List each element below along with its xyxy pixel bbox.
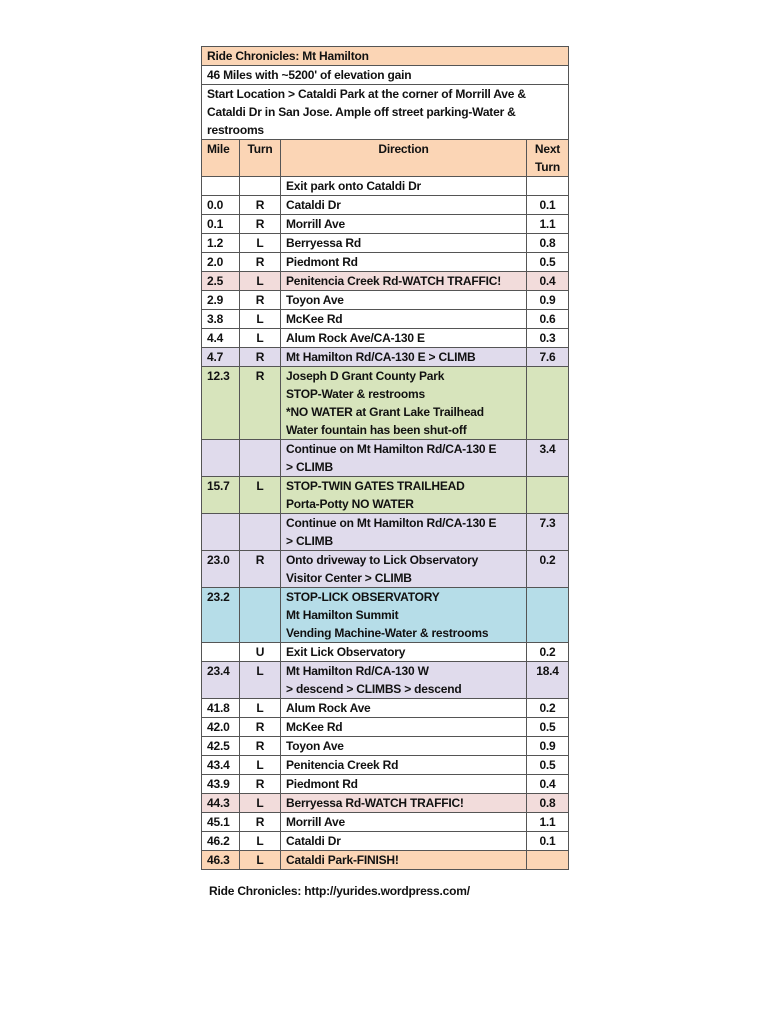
direction-line: Toyon Ave — [286, 739, 344, 753]
route-title: Ride Chronicles: Mt Hamilton — [202, 47, 569, 66]
direction-line: Piedmont Rd — [286, 777, 358, 791]
cell-mile — [202, 440, 240, 477]
cell-next-turn: 0.1 — [527, 832, 569, 851]
cell-next-turn: 0.8 — [527, 234, 569, 253]
cue-table — [201, 46, 569, 870]
table-row — [202, 794, 569, 813]
cell-direction — [281, 367, 527, 440]
direction-line: Piedmont Rd — [286, 255, 358, 269]
table-row — [202, 291, 569, 310]
direction-line: Penitencia Creek Rd — [286, 758, 399, 772]
cell-turn — [240, 514, 281, 551]
cell-mile: 23.2 — [202, 588, 240, 643]
direction-line: Mt Hamilton Rd/CA-130 W — [286, 664, 429, 678]
direction-line: STOP-TWIN GATES TRAILHEAD — [286, 479, 465, 493]
cell-direction — [281, 291, 527, 310]
cell-mile: 46.3 — [202, 851, 240, 870]
cell-mile — [202, 643, 240, 662]
direction-line: Morrill Ave — [286, 815, 345, 829]
cell-turn: R — [240, 253, 281, 272]
cell-direction — [281, 310, 527, 329]
cell-direction — [281, 348, 527, 367]
direction-line: Water fountain has been shut-off — [286, 423, 467, 437]
direction-line: Cataldi Dr — [286, 198, 341, 212]
cell-next-turn: 1.1 — [527, 215, 569, 234]
route-distance: 46 Miles with ~5200' of elevation gain — [202, 66, 569, 85]
cell-turn: R — [240, 291, 281, 310]
table-row — [202, 196, 569, 215]
cell-next-turn: 0.1 — [527, 196, 569, 215]
cell-direction — [281, 234, 527, 253]
cell-next-turn: 0.4 — [527, 775, 569, 794]
cell-mile: 43.9 — [202, 775, 240, 794]
cell-direction — [281, 775, 527, 794]
table-row — [202, 367, 569, 440]
direction-line: Visitor Center > CLIMB — [286, 571, 412, 585]
cell-mile: 2.9 — [202, 291, 240, 310]
cell-next-turn: 0.9 — [527, 737, 569, 756]
cell-next-turn: 0.2 — [527, 699, 569, 718]
table-row — [202, 662, 569, 699]
cell-mile: 42.5 — [202, 737, 240, 756]
cell-mile: 4.7 — [202, 348, 240, 367]
cell-next-turn: 18.4 — [527, 662, 569, 699]
table-row — [202, 310, 569, 329]
direction-line: Morrill Ave — [286, 217, 345, 231]
table-row — [202, 699, 569, 718]
cell-turn: L — [240, 851, 281, 870]
cell-turn: L — [240, 794, 281, 813]
cell-next-turn: 0.5 — [527, 756, 569, 775]
cell-turn: L — [240, 234, 281, 253]
cell-next-turn — [527, 477, 569, 514]
cell-next-turn: 3.4 — [527, 440, 569, 477]
cell-turn: R — [240, 775, 281, 794]
table-row — [202, 329, 569, 348]
cell-turn: L — [240, 310, 281, 329]
table-row — [202, 177, 569, 196]
cell-direction — [281, 662, 527, 699]
table-row — [202, 272, 569, 291]
header-row — [202, 140, 569, 177]
table-row — [202, 514, 569, 551]
cell-direction — [281, 756, 527, 775]
direction-line: Alum Rock Ave/CA-130 E — [286, 331, 425, 345]
cell-direction — [281, 588, 527, 643]
direction-line: Exit park onto Cataldi Dr — [286, 179, 422, 193]
cell-direction — [281, 440, 527, 477]
table-row — [202, 348, 569, 367]
cell-turn: L — [240, 477, 281, 514]
cell-turn: R — [240, 215, 281, 234]
cell-direction — [281, 832, 527, 851]
start-location: Start Location > Cataldi Park at the corner of Morrill Ave & Cataldi Dr in San Jose. Ample off street parking-Water & restrooms — [202, 85, 569, 140]
table-row — [202, 551, 569, 588]
direction-line: Penitencia Creek Rd-WATCH TRAFFIC! — [286, 274, 501, 288]
cell-turn: L — [240, 699, 281, 718]
cell-mile: 3.8 — [202, 310, 240, 329]
header-next-turn: Next Turn — [527, 140, 569, 177]
table-row — [202, 643, 569, 662]
cell-next-turn: 0.4 — [527, 272, 569, 291]
cell-next-turn: 1.1 — [527, 813, 569, 832]
cell-mile — [202, 514, 240, 551]
direction-line: Berryessa Rd — [286, 236, 361, 250]
table-row — [202, 832, 569, 851]
cell-turn: R — [240, 813, 281, 832]
direction-line: Continue on Mt Hamilton Rd/CA-130 E — [286, 516, 497, 530]
cell-mile: 1.2 — [202, 234, 240, 253]
cell-mile: 2.5 — [202, 272, 240, 291]
cell-mile: 0.0 — [202, 196, 240, 215]
direction-line: STOP-Water & restrooms — [286, 387, 425, 401]
direction-line: > descend > CLIMBS > descend — [286, 682, 462, 696]
direction-line: Toyon Ave — [286, 293, 344, 307]
cell-next-turn — [527, 367, 569, 440]
header-direction: Direction — [281, 140, 527, 177]
table-row — [202, 851, 569, 870]
cell-direction — [281, 737, 527, 756]
direction-line: Vending Machine-Water & restrooms — [286, 626, 489, 640]
direction-line: Continue on Mt Hamilton Rd/CA-130 E — [286, 442, 497, 456]
direction-line: McKee Rd — [286, 312, 343, 326]
cell-mile: 4.4 — [202, 329, 240, 348]
cell-next-turn: 0.9 — [527, 291, 569, 310]
cell-mile: 12.3 — [202, 367, 240, 440]
table-row — [202, 718, 569, 737]
cell-turn: R — [240, 737, 281, 756]
cell-direction — [281, 514, 527, 551]
cell-next-turn: 0.2 — [527, 551, 569, 588]
direction-line: *NO WATER at Grant Lake Trailhead — [286, 405, 484, 419]
cell-direction — [281, 253, 527, 272]
cell-turn: L — [240, 662, 281, 699]
table-row — [202, 215, 569, 234]
cell-turn: L — [240, 272, 281, 291]
cell-turn — [240, 177, 281, 196]
cell-turn: L — [240, 329, 281, 348]
cell-next-turn: 0.5 — [527, 253, 569, 272]
cell-mile: 0.1 — [202, 215, 240, 234]
table-row — [202, 477, 569, 514]
footer-credit: Ride Chronicles: http://yurides.wordpress.com/ — [209, 884, 470, 898]
cue-sheet — [201, 46, 568, 870]
cell-mile: 45.1 — [202, 813, 240, 832]
table-row — [202, 775, 569, 794]
table-row — [202, 253, 569, 272]
table-row — [202, 737, 569, 756]
direction-line: > CLIMB — [286, 460, 333, 474]
cell-mile: 23.4 — [202, 662, 240, 699]
direction-line: Berryessa Rd-WATCH TRAFFIC! — [286, 796, 464, 810]
cell-turn: R — [240, 196, 281, 215]
cell-next-turn: 0.2 — [527, 643, 569, 662]
table-row — [202, 756, 569, 775]
cell-mile: 44.3 — [202, 794, 240, 813]
cell-mile: 42.0 — [202, 718, 240, 737]
cell-direction — [281, 718, 527, 737]
cell-turn: L — [240, 756, 281, 775]
cell-turn: L — [240, 832, 281, 851]
cell-direction — [281, 643, 527, 662]
cell-direction — [281, 177, 527, 196]
cell-turn: R — [240, 367, 281, 440]
cell-next-turn: 0.5 — [527, 718, 569, 737]
cell-direction — [281, 794, 527, 813]
direction-line: STOP-LICK OBSERVATORY — [286, 590, 440, 604]
cell-mile: 43.4 — [202, 756, 240, 775]
cell-next-turn: 0.3 — [527, 329, 569, 348]
header-turn: Turn — [240, 140, 281, 177]
cell-next-turn: 7.6 — [527, 348, 569, 367]
direction-line: Cataldi Park-FINISH! — [286, 853, 399, 867]
cell-direction — [281, 851, 527, 870]
cell-mile — [202, 177, 240, 196]
direction-line: Mt Hamilton Rd/CA-130 E > CLIMB — [286, 350, 476, 364]
direction-line: McKee Rd — [286, 720, 343, 734]
cell-next-turn — [527, 851, 569, 870]
cell-mile: 46.2 — [202, 832, 240, 851]
cell-direction — [281, 329, 527, 348]
table-row — [202, 588, 569, 643]
table-row — [202, 234, 569, 253]
cell-turn — [240, 588, 281, 643]
direction-line: Alum Rock Ave — [286, 701, 371, 715]
direction-line: Cataldi Dr — [286, 834, 341, 848]
cell-mile: 2.0 — [202, 253, 240, 272]
table-row — [202, 813, 569, 832]
cell-direction — [281, 477, 527, 514]
cell-mile: 41.8 — [202, 699, 240, 718]
cell-next-turn: 0.8 — [527, 794, 569, 813]
cell-direction — [281, 272, 527, 291]
cell-direction — [281, 699, 527, 718]
cell-next-turn — [527, 177, 569, 196]
cell-turn: R — [240, 551, 281, 588]
direction-line: Porta-Potty NO WATER — [286, 497, 414, 511]
direction-line: Joseph D Grant County Park — [286, 369, 445, 383]
direction-line: Mt Hamilton Summit — [286, 608, 399, 622]
cell-direction — [281, 196, 527, 215]
table-row — [202, 440, 569, 477]
cell-direction — [281, 551, 527, 588]
cell-turn — [240, 440, 281, 477]
cell-mile: 15.7 — [202, 477, 240, 514]
cell-direction — [281, 215, 527, 234]
header-mile: Mile — [202, 140, 240, 177]
cell-turn: U — [240, 643, 281, 662]
cell-turn: R — [240, 348, 281, 367]
cell-next-turn — [527, 588, 569, 643]
direction-line: > CLIMB — [286, 534, 333, 548]
cell-mile: 23.0 — [202, 551, 240, 588]
direction-line: Onto driveway to Lick Observatory — [286, 553, 479, 567]
cell-turn: R — [240, 718, 281, 737]
cell-direction — [281, 813, 527, 832]
cell-next-turn: 0.6 — [527, 310, 569, 329]
direction-line: Exit Lick Observatory — [286, 645, 406, 659]
cell-next-turn: 7.3 — [527, 514, 569, 551]
